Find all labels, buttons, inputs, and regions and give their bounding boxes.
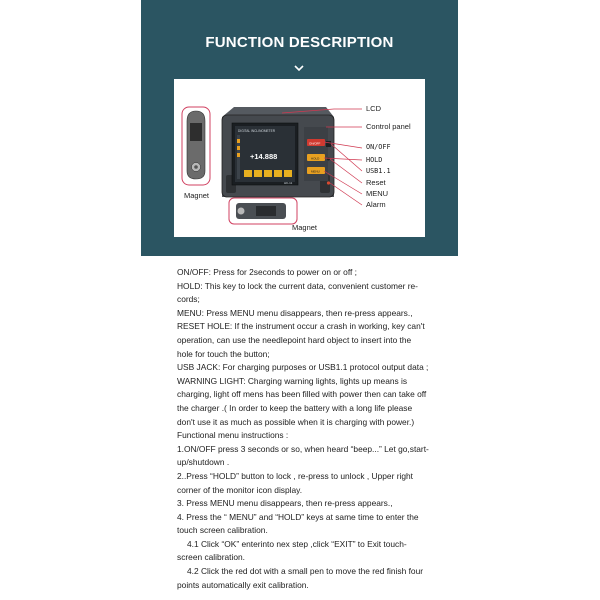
- callout-alarm: Alarm: [366, 200, 386, 209]
- callout-menu: MENU: [366, 189, 389, 198]
- function-description-text: [177, 266, 429, 592]
- menu-description: MENU: Press MENU menu disappears, then re-press appears.,: [177, 307, 413, 318]
- screen-model: HK-11: [284, 181, 293, 185]
- on-off-button-label: ON/OFF: [309, 141, 321, 146]
- device-illustration: [174, 79, 425, 237]
- instruction-4-2: 4.2 Click the red dot with a small pen to move the red finish four points automatically exit calibration.: [177, 566, 424, 590]
- menu-instructions-heading: Functional menu instructions :: [177, 430, 289, 441]
- callout-hold: HOLD: [366, 156, 383, 164]
- callout-usb: USB1.1: [366, 167, 391, 175]
- instruction-4: 4. Press the “ MENU” and “HOLD” keys at same time to enter the touch screen calibration.: [177, 511, 419, 536]
- warning-light-description: WARNING LIGHT: Charging warning lights, lights up means is charging, light off mens has been filled with power then can take off the charger .( In order to keep the battery with a long life please don't use it as much as possible when it is charging with power.): [177, 375, 427, 427]
- hold-description: HOLD: This key to lock the current data, convenient customer re-cords;: [177, 280, 418, 305]
- menu-button-label: MENU: [311, 169, 320, 174]
- callout-magnet-left: Magnet: [184, 191, 210, 200]
- callout-reset: Reset: [366, 178, 386, 187]
- on-off-description: ON/OFF: Press for 2seconds to power on or off ;: [177, 267, 357, 277]
- device-figure: [174, 79, 425, 237]
- hold-button-label: HOLD: [311, 156, 320, 161]
- instruction-4-1: 4.1 Click “OK” enterinto nex step ,click “EXIT” to Exit touch-screen calibration.: [177, 538, 407, 563]
- chevron-down-icon: [292, 63, 306, 73]
- instruction-1: 1.ON/OFF press 3 seconds or so, when heard “beep...” Let go,start-up/shutdown .: [177, 443, 429, 468]
- callout-on-off: ON/OFF: [366, 143, 391, 151]
- usb-jack-description: USB JACK: For charging purposes or USB1.1 protocol output data ;: [177, 362, 429, 373]
- callout-control-panel: Control panel: [366, 122, 411, 131]
- reset-hole-description: RESET HOLE: If the instrument occur a crash in working, key can't operation, can use the needlepoint hard object to insert into the hole for touch the button;: [177, 321, 425, 359]
- callout-magnet-bottom: Magnet: [292, 223, 318, 232]
- screen-value: +14.888: [250, 152, 278, 161]
- instruction-3: 3. Press MENU menu disappears, then re-press appears.,: [177, 498, 393, 509]
- callout-lcd: LCD: [366, 104, 382, 113]
- instruction-2: 2..Press “HOLD” button to lock , re-press to unlock , Upper right corner of the monitor icon display.: [177, 470, 413, 495]
- screen-header: DIGITAL INCLINOMETER: [238, 129, 276, 133]
- page-title: FUNCTION DESCRIPTION: [205, 34, 394, 51]
